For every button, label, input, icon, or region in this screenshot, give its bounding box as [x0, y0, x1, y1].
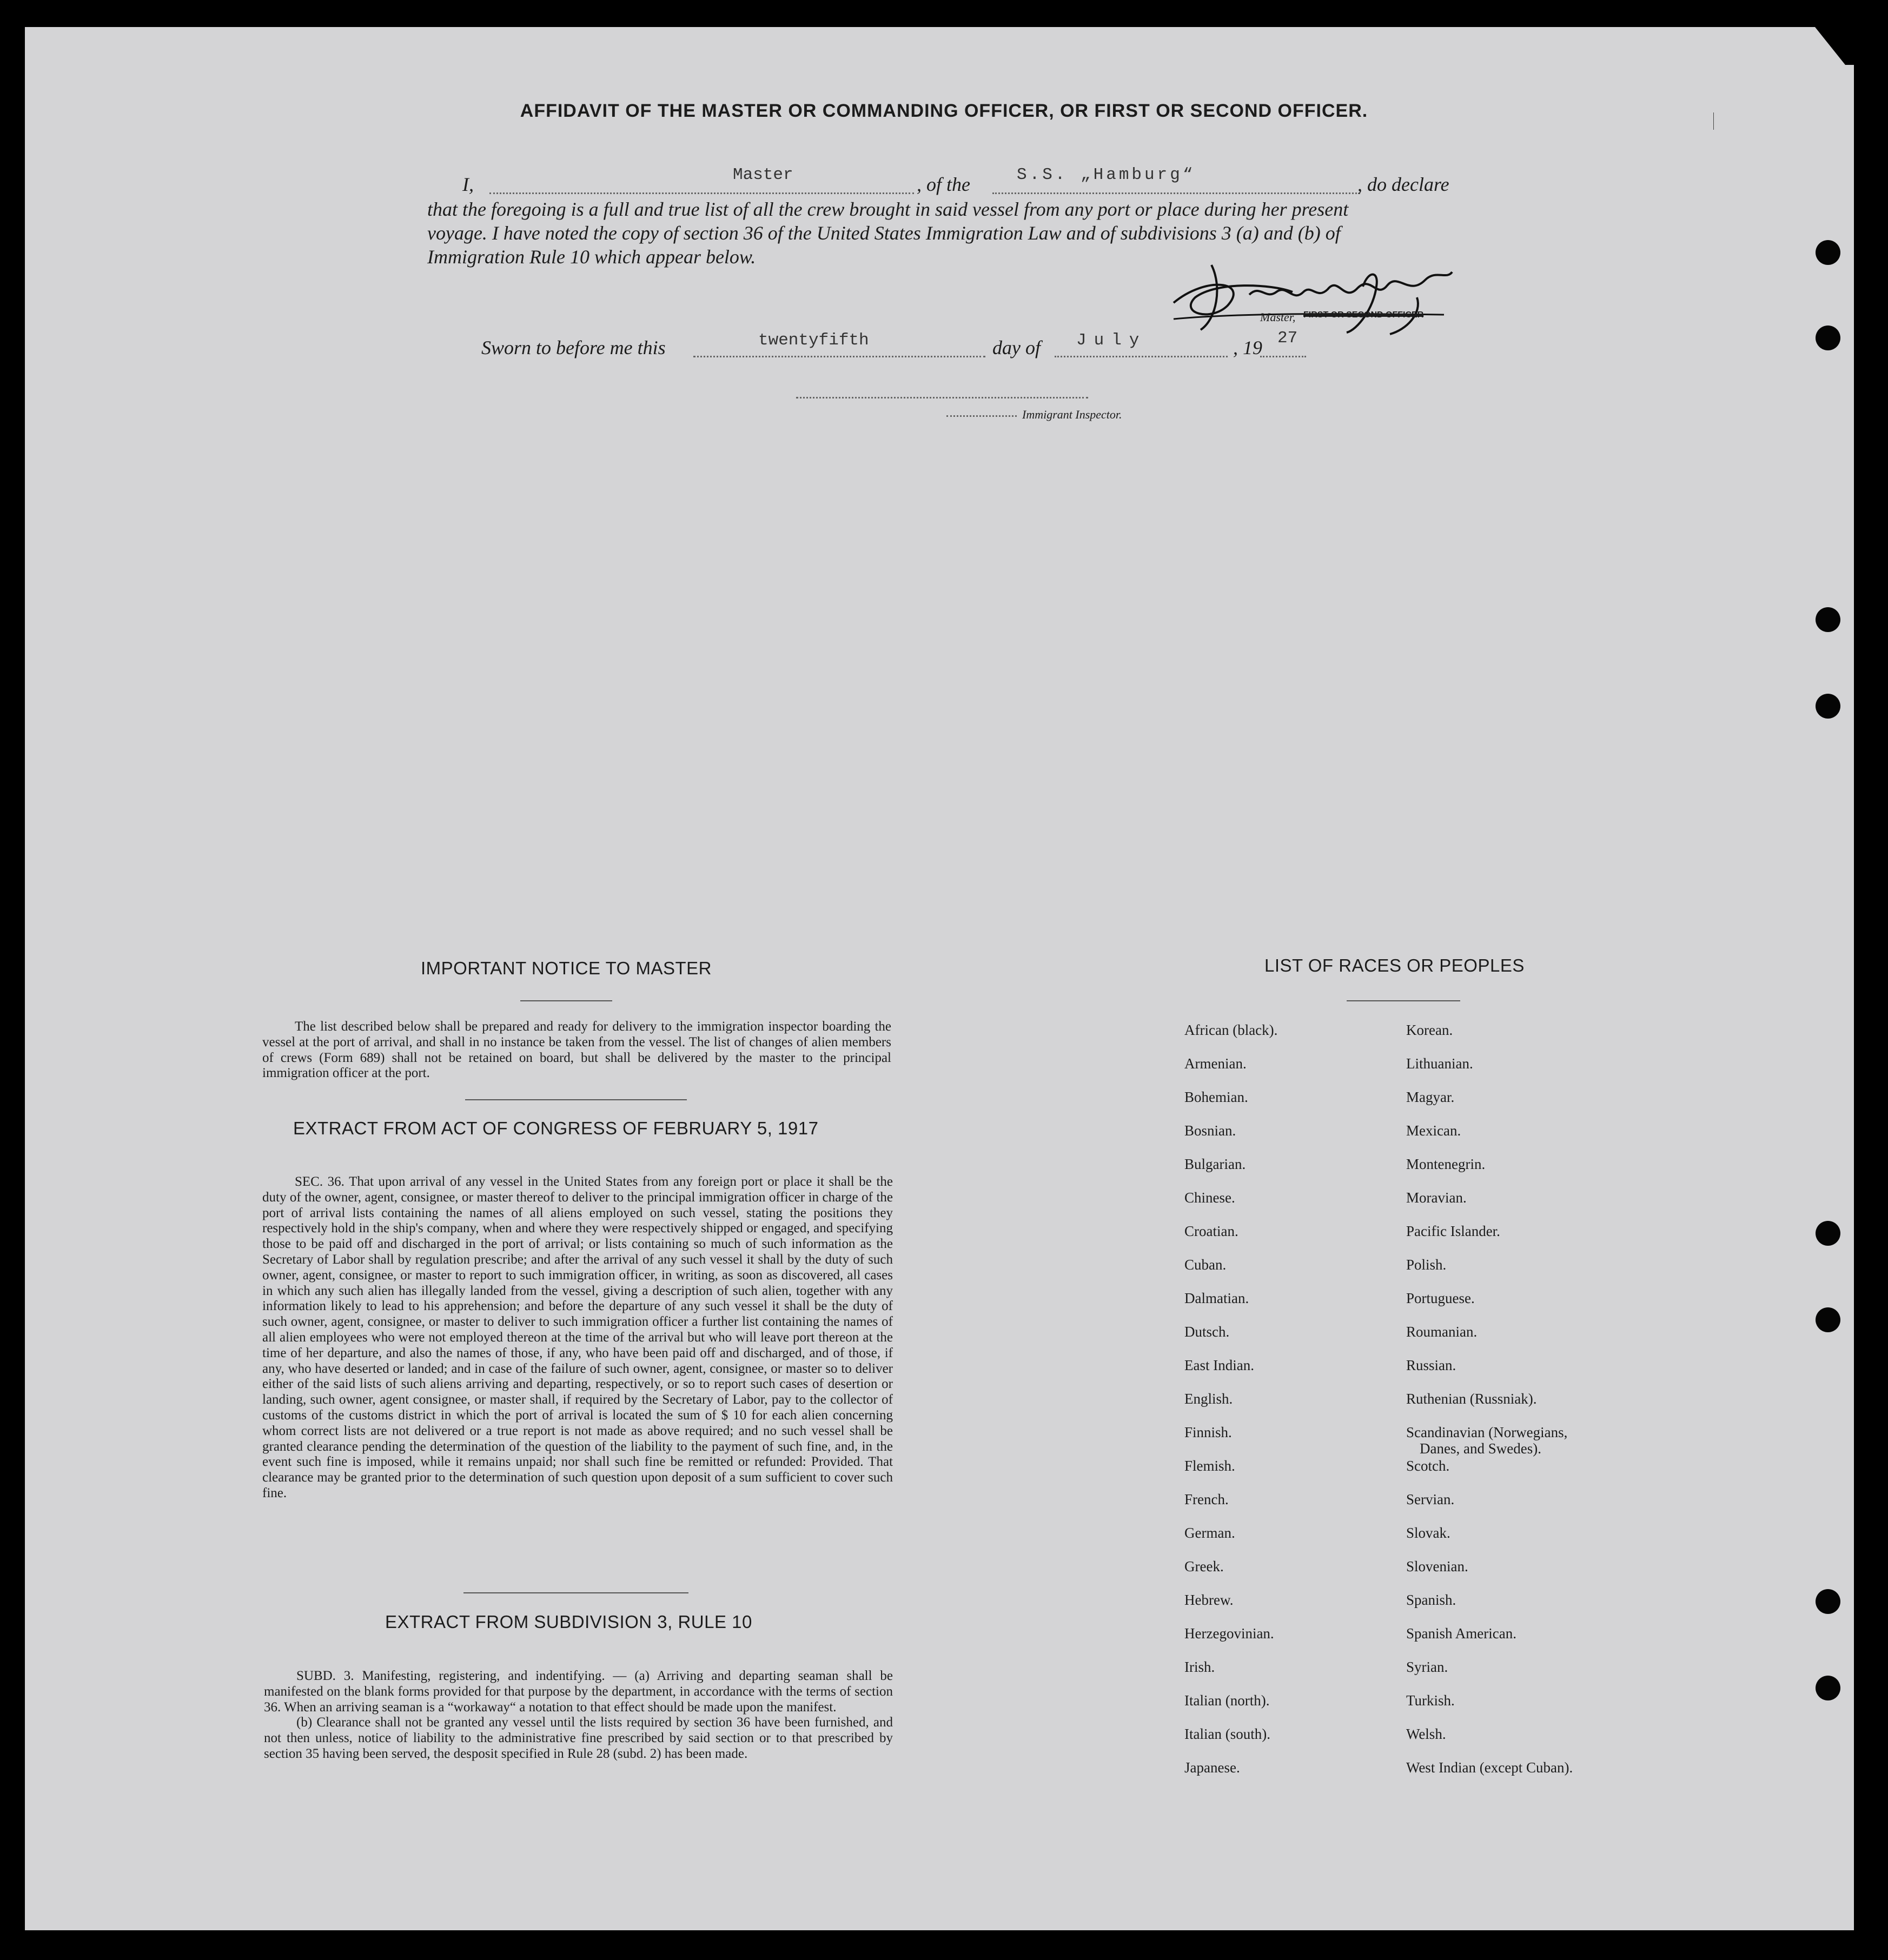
- day-typed-value: twentyfifth: [758, 331, 869, 350]
- races-title: LIST OF RACES OR PEOPLES: [1264, 955, 1525, 975]
- race-item: Russian.: [1406, 1357, 1456, 1373]
- race-item: Slovenian.: [1406, 1558, 1468, 1574]
- rule-paragraph-a: SUBD. 3. Manifesting, registering, and indentifying. — (a) Arriving and departing seaman shall be manifested on the blank forms provided for that purpose by the department, in accordance with the terms of section 36. When an arriving seaman is a “workaway“ a notation to that effect should be made upon the manifest.: [264, 1669, 893, 1715]
- act-paragraph: SEC. 36. That upon arrival of any vessel in the United States from any foreign port or place it shall be the duty of the owner, agent, consignee, or master thereof to deliver to the principal immigration officer in charge of the port of arrival lists containing the names of all aliens employed on such vessel, stating the positions they respectively hold in the ship's company, when and where they were respectively shipped or engaged, and specifying those to be paid off and discharged in the port of arrival; or lists containing so much of such information as the Secretary of Labor shall by regulation prescribe; and after the arrival of any such vessel it shall by the duty of such owner, agent, consignee, or master to report to such immigration officer, in writing, as soon as discovered, all cases in which any such alien has illegally landed from the vessel, giving a description of such alien, together with any information likely to lead to his apprehension; and before the departure of any such vessel it shall be the duty of such owner, agent, consignee, or master to deliver to such immigration officer a further list containing the names of all alien employees who were not employed thereon at the time of the arrival but who will leave port thereon at the time of her departure, and also the names of those, if any, who have been paid off and discharged, and of those, if any, who have deserted or landed; and in case of the failure of such owner, agent, consignee, or master so to deliver either of the said lists of such aliens arriving and departing, respectively, or so to report such cases of desertion or landing, such owner, agent consignee, or master shall, if required by the Secretary of Labor, pay to the collector of customs of the customs district in which the port of arrival is located the sum of $ 10 for each alien concerning whom correct lists are not delivered or a true report is not made as above required; and no such vessel shall be granted clearance pending the determination of the question of the liability to the payment of such fine, and, in the event such fine is imposed, while it remains unpaid; nor shall such fine be remitted or refunded: Provided. That clearance may be granted prior to the determination of such question upon deposit of a sum sufficient to cover such fine.: [262, 1174, 893, 1500]
- punch-hole: [1816, 1221, 1840, 1246]
- rule-paragraph-b: (b) Clearance shall not be granted any vessel until the lists required by section 36 have been furnished, and not then unless, notice of liability to the administrative fine prescribed by said section or to that prescribed by section 35 having been served, the desposit specified in Rule 28 (subd. 2) has been made.: [264, 1715, 893, 1761]
- affidavit-line1-start: I,: [462, 174, 474, 195]
- notice-text: [262, 1019, 891, 1081]
- race-item: Scandinavian (Norwegians,: [1406, 1424, 1568, 1440]
- race-item: Italian (south).: [1184, 1726, 1270, 1742]
- year-field-line: [1260, 334, 1306, 357]
- affidavit-title: AFFIDAVIT OF THE MASTER OR COMMANDING OFFICER, OR FIRST OR SECOND OFFICER.: [520, 101, 1368, 121]
- race-item: Dalmatian.: [1184, 1290, 1249, 1306]
- signature-struck-title: FIRST OR SECOND OFFICER: [1303, 310, 1424, 320]
- race-item: Portuguese.: [1406, 1290, 1475, 1306]
- inspector-label: Immigrant Inspector.: [1022, 408, 1122, 421]
- affidavit-line1-middle: , of the: [917, 174, 970, 195]
- rule-text: [264, 1669, 893, 1762]
- race-item: West Indian (except Cuban).: [1406, 1759, 1573, 1776]
- rank-field-line: [489, 171, 914, 194]
- race-item: Polish.: [1406, 1257, 1447, 1273]
- race-item: Servian.: [1406, 1491, 1455, 1507]
- race-item: Flemish.: [1184, 1458, 1235, 1474]
- race-item: Pacific Islander.: [1406, 1223, 1500, 1239]
- race-item: Armenian.: [1184, 1055, 1247, 1072]
- inspector-title-line: [946, 399, 1017, 417]
- sworn-label: Sworn to before me this: [481, 337, 666, 358]
- race-item: German.: [1184, 1525, 1235, 1541]
- race-item: Bulgarian.: [1184, 1156, 1246, 1172]
- race-item: Spanish American.: [1406, 1625, 1516, 1642]
- affidavit-line1-end: , do declare: [1357, 174, 1449, 195]
- notice-divider: [465, 1099, 687, 1100]
- race-item: Scotch.: [1406, 1458, 1450, 1474]
- rule-title: EXTRACT FROM SUBDIVISION 3, RULE 10: [385, 1612, 752, 1632]
- affidavit-line2: that the foregoing is a full and true list of all the crew brought in said vessel from any port or place during her present: [427, 198, 1349, 220]
- signature-caption: Master,: [1260, 310, 1296, 324]
- race-item: Ruthenian (Russniak).: [1406, 1391, 1537, 1407]
- document-page: [25, 27, 1854, 1930]
- race-item: Turkish.: [1406, 1692, 1455, 1709]
- race-item: Dutsch.: [1184, 1324, 1230, 1340]
- race-item: Spanish.: [1406, 1592, 1456, 1608]
- race-item: English.: [1184, 1391, 1233, 1407]
- race-item: Irish.: [1184, 1659, 1215, 1675]
- act-divider: [463, 1592, 688, 1593]
- race-item: Welsh.: [1406, 1726, 1446, 1742]
- race-item: Lithuanian.: [1406, 1055, 1473, 1072]
- notice-title-rule: [520, 1000, 612, 1001]
- act-text: [262, 1174, 893, 1501]
- races-title-rule: [1347, 1000, 1460, 1001]
- race-item: Chinese.: [1184, 1190, 1235, 1206]
- punch-hole: [1816, 1307, 1840, 1332]
- race-item: Croatian.: [1184, 1223, 1238, 1239]
- race-item: Montenegrin.: [1406, 1156, 1486, 1172]
- race-item-continuation: Danes, and Swedes).: [1420, 1440, 1541, 1457]
- vessel-typed-value: S.S. „Hamburg“: [1017, 165, 1196, 184]
- race-item: Cuban.: [1184, 1257, 1227, 1273]
- day-of-label: day of: [992, 337, 1041, 358]
- notice-paragraph: The list described below shall be prepared and ready for delivery to the immigration inspector boarding the vessel at the port of arrival, and shall in no instance be taken from the vessel. The list of changes of alien members of crews (Form 689) shall not be retained on board, but shall be delivered by the master to the principal immigration officer at the port.: [262, 1019, 891, 1081]
- punch-hole: [1816, 325, 1840, 350]
- month-typed-value: July: [1076, 331, 1147, 350]
- punch-hole: [1816, 1589, 1840, 1614]
- race-item: Bohemian.: [1184, 1089, 1248, 1105]
- page-edge-mark: [1713, 112, 1714, 130]
- race-item: Hebrew.: [1184, 1592, 1234, 1608]
- race-item: Magyar.: [1406, 1089, 1455, 1105]
- affidavit-line4: Immigration Rule 10 which appear below.: [427, 246, 756, 268]
- master-signature: [1163, 254, 1476, 335]
- punch-hole: [1816, 240, 1840, 265]
- race-item: Mexican.: [1406, 1122, 1461, 1139]
- inspector-signature-line: [796, 375, 1088, 398]
- race-item: Korean.: [1406, 1022, 1453, 1038]
- race-item: Slovak.: [1406, 1525, 1450, 1541]
- punch-hole: [1816, 694, 1840, 719]
- race-item: East Indian.: [1184, 1357, 1254, 1373]
- race-item: Japanese.: [1184, 1759, 1240, 1776]
- race-item: Syrian.: [1406, 1659, 1448, 1675]
- race-item: Herzegovinian.: [1184, 1625, 1274, 1642]
- year-prefix: , 19: [1233, 337, 1262, 358]
- punch-hole: [1816, 607, 1840, 632]
- race-item: Finnish.: [1184, 1424, 1232, 1440]
- rank-typed-value: Master: [733, 165, 793, 184]
- race-item: Greek.: [1184, 1558, 1224, 1574]
- notice-title: IMPORTANT NOTICE TO MASTER: [421, 958, 712, 978]
- race-item: Moravian.: [1406, 1190, 1467, 1206]
- race-item: Italian (north).: [1184, 1692, 1270, 1709]
- punch-hole: [1816, 1676, 1840, 1700]
- race-item: African (black).: [1184, 1022, 1278, 1038]
- affidavit-line3: voyage. I have noted the copy of section 36 of the United States Immigration Law and of subdivisions 3 (a) and (b) of: [427, 222, 1341, 244]
- race-item: French.: [1184, 1491, 1229, 1507]
- year-typed-value: 27: [1277, 329, 1298, 348]
- act-title: EXTRACT FROM ACT OF CONGRESS OF FEBRUARY 5, 1917: [293, 1118, 819, 1138]
- race-item: Bosnian.: [1184, 1122, 1236, 1139]
- race-item: Roumanian.: [1406, 1324, 1478, 1340]
